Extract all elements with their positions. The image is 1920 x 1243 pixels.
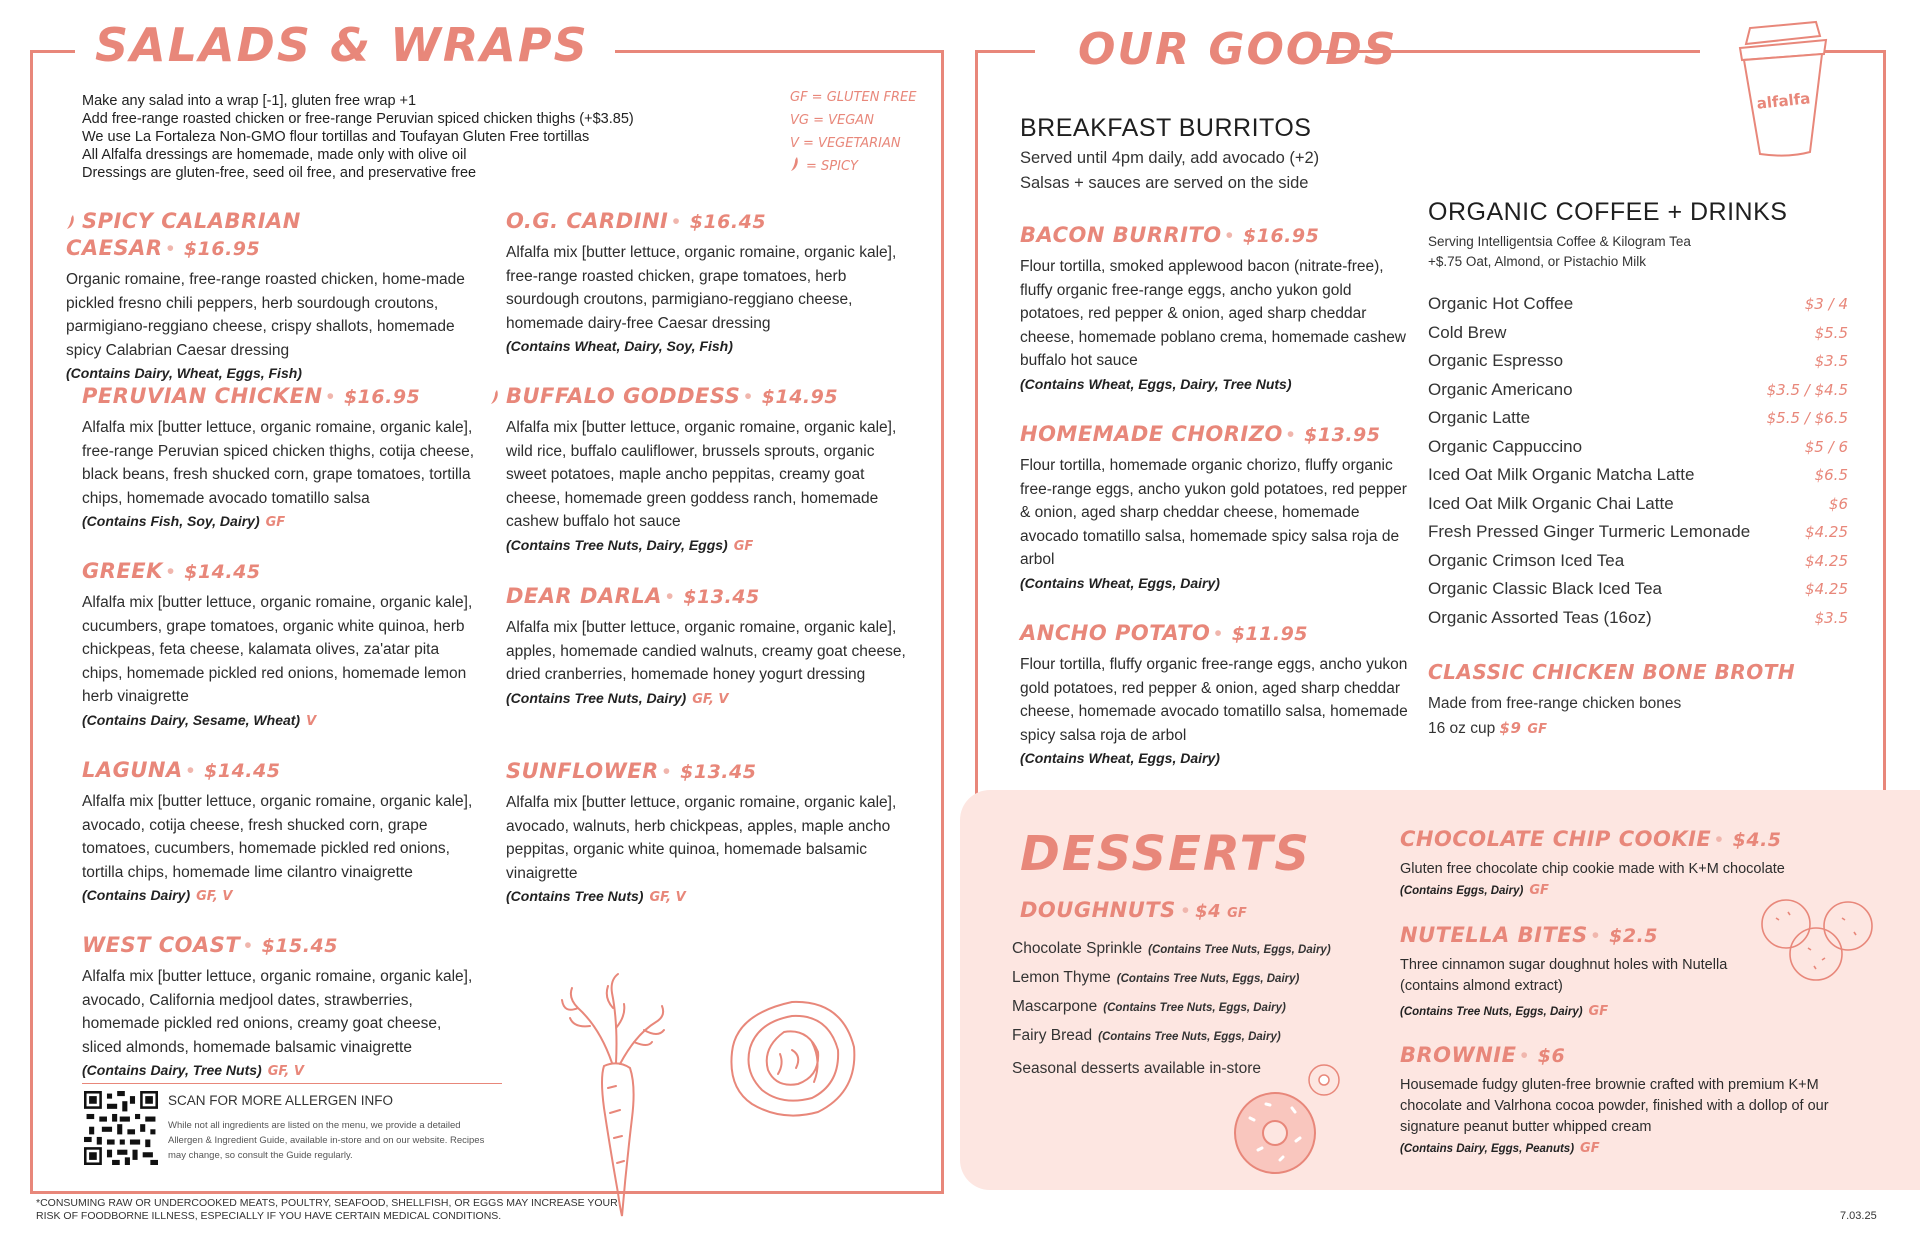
salads-intro — [82, 92, 782, 182]
scan-text: While not all ingredients are listed on the menu, we provide a detailed Allergen & Ingredient Guide, available in-store and on our website. Recipes may change, so consult the Guide regularly. — [168, 1120, 485, 1161]
item-tags: GF — [265, 515, 286, 530]
donut-icon — [1230, 1088, 1320, 1178]
dessert-item: BROWNIE • $6 Housemade fudgy gluten-free brownie crafted with premium K+M chocolate and Valrhona cocoa powder, finished with a dollop of our signature peanut butter whipped cream (Contains Dairy, Eggs, Peanuts) GF — [1400, 1042, 1860, 1160]
item-name: SPICY CALABRIAN CAESAR — [66, 209, 301, 260]
divider — [82, 1083, 502, 1084]
drink-item — [1428, 404, 1848, 433]
item-desc: Alfalfa mix [butter lettuce, organic romaine, organic kale], avocado, walnuts, herb chickpeas, apples, maple ancho peppitas, organic white quinoa, homemade balsamic vinaigrette — [506, 794, 897, 882]
drink-name: Organic Crimson Iced Tea — [1428, 550, 1625, 570]
item-name: NUTELLA BITES — [1400, 923, 1588, 947]
item-price: $16.95 — [1243, 225, 1320, 247]
item-desc: Alfalfa mix [butter lettuce, organic romaine, organic kale], wild rice, buffalo cauliflower, brussels sprouts, organic sweet potatoes, maple ancho peppitas, creamy goat cheese, homemade green goddess ranch, homemade cashew buffalo hot sauce — [506, 419, 897, 530]
broth-tag: GF — [1527, 722, 1547, 737]
item-name: BUFFALO GODDESS — [506, 384, 741, 408]
diet-legend — [790, 86, 917, 178]
item-desc: Flour tortilla, smoked applewood bacon (nitrate-free), fluffy organic free-range eggs, ancho yukon gold potatoes, red pepper & onion, aged sharp cheddar cheese, homemade poblano crema, homemade cashew buffalo hot sauce — [1020, 258, 1407, 369]
item-price: $13.95 — [1304, 424, 1381, 446]
broth-desc: Made from free-range chicken bones 16 oz cup $9 GF — [1428, 695, 1682, 737]
drink-item — [1428, 376, 1848, 405]
drink-name: Organic Espresso — [1428, 351, 1564, 370]
item-name: DEAR DARLA — [506, 584, 662, 608]
doughnut-item: Chocolate Sprinkle (Contains Tree Nuts, Eggs, Dairy) — [1012, 940, 1331, 957]
qr-code[interactable] — [84, 1091, 158, 1165]
drink-price: $4.25 — [1805, 551, 1848, 570]
item-name: HOMEMADE CHORIZO — [1020, 422, 1283, 446]
item-name: ANCHO POTATO — [1020, 621, 1211, 645]
burrito-item: ANCHO POTATO • $11.95 Flour tortilla, fluffy organic free-range eggs, ancho yukon gold potatoes, red pepper & onion, aged sharp cheddar cheese, homemade avocado tomatillo salsa, homemade spicy salsa roja de arbol (Contains Wheat, Eggs, Dairy) — [1020, 620, 1410, 769]
intro-line: Add free-range roasted chicken or free-range Peruvian spiced chicken thighs (+$3.85) — [82, 111, 634, 127]
drink-name: Fresh Pressed Ginger Turmeric Lemonade — [1428, 522, 1751, 541]
drink-name: Iced Oat Milk Organic Chai Latte — [1428, 493, 1674, 513]
item-allergens: (Contains Fish, Soy, Dairy) — [82, 513, 260, 529]
item-name: BROWNIE — [1400, 1043, 1517, 1067]
desserts-title: DESSERTS — [1020, 826, 1311, 882]
cabbage-illustration — [722, 992, 862, 1122]
item-allergens: (Contains Eggs, Dairy) — [1400, 885, 1524, 897]
item-name: O.G. CARDINI — [506, 209, 669, 233]
doughnut-item: Fairy Bread (Contains Tree Nuts, Eggs, Dairy) — [1012, 1027, 1281, 1044]
salad-item: BUFFALO GODDESS • $14.95 Alfalfa mix [butter lettuce, organic romaine, organic kale], wild rice, buffalo cauliflower, brussels sprouts, organic sweet potatoes, maple ancho peppitas, creamy goat cheese, homemade green goddess ranch, homemade cashew buffalo hot sauce (Contains Tree Nuts, Dairy, Eggs) GF — [490, 383, 916, 556]
doughnut-list — [1012, 935, 1392, 1051]
burrito-item: HOMEMADE CHORIZO • $13.95 Flour tortilla, homemade organic chorizo, fluffy organic free-range eggs, ancho yukon gold potatoes, red pepper & onion, aged sharp cheddar cheese, homemade avocado tomatillo salsa, homemade spicy salsa roja de arbol (Contains Wheat, Eggs, Dairy) — [1020, 421, 1410, 594]
salads-title: SALADS & WRAPS — [95, 18, 589, 72]
drink-item — [1428, 461, 1848, 490]
item-price: $16.45 — [689, 211, 767, 233]
item-name: SUNFLOWER — [506, 759, 659, 783]
item-allergens: (Contains Dairy, Sesame, Wheat) — [82, 711, 301, 728]
legend-gf: GF = GLUTEN FREE — [790, 90, 917, 105]
item-tags: V — [306, 713, 317, 729]
broth-price: $9 — [1499, 719, 1522, 737]
item-allergens: (Contains Wheat, Eggs, Dairy) — [1020, 574, 1220, 591]
item-tags: GF, V — [692, 691, 729, 707]
item-name: GREEK — [82, 559, 163, 583]
item-price: $16.95 — [183, 238, 261, 260]
item-name: PERUVIAN CHICKEN — [82, 384, 323, 408]
item-tags: GF, V — [267, 1064, 304, 1079]
salad-item: LAGUNA • $14.45 Alfalfa mix [butter lettuce, organic romaine, organic kale], avocado, cotija cheese, fresh shucked corn, grape tomatoes, cucumbers, homemade pickled red onions, tortilla chips, homemade lime cilantro vinaigrette (Contains Dairy) GF, V — [82, 757, 482, 906]
item-desc: Alfalfa mix [butter lettuce, organic romaine, organic kale], cucumbers, grape tomatoes, organic white quinoa, herb chickpeas, feta cheese, kalamata olives, za'atar pita chips, homemade pickled red onions, homemade lemon herb vinaigrette — [82, 594, 473, 705]
item-price: $2.5 — [1609, 925, 1658, 947]
legend-v: V = VEGETARIAN — [790, 136, 901, 151]
coffee-title: ORGANIC COFFEE + DRINKS — [1428, 198, 1788, 226]
drink-name: Organic Cappuccino — [1428, 436, 1583, 456]
drink-name: Iced Oat Milk Organic Matcha Latte — [1428, 465, 1695, 484]
item-price: $14.45 — [184, 561, 261, 583]
drink-item — [1428, 347, 1848, 376]
salad-item: PERUVIAN CHICKEN • $16.95 Alfalfa mix [butter lettuce, organic romaine, organic kale], free-range Peruvian spiced chicken thighs, cotija cheese, black beans, fresh shucked corn, grape tomatoes, tortilla chips, homemade avocado tomatillo salsa (Contains Fish, Soy, Dairy) GF — [82, 383, 482, 532]
coffee-cup-icon — [1728, 14, 1838, 164]
item-price: $4.5 — [1732, 829, 1782, 851]
doughnut-item: Lemon Thyme (Contains Tree Nuts, Eggs, Dairy) — [1012, 969, 1300, 986]
drink-price: $5.5 — [1814, 323, 1848, 342]
salad-item: SUNFLOWER • $13.45 Alfalfa mix [butter lettuce, organic romaine, organic kale], avocado, walnuts, herb chickpeas, apples, maple ancho peppitas, organic white quinoa, homemade balsamic vinaigrette (Contains Tree Nuts) GF, V — [506, 758, 916, 907]
intro-line: We use La Fortaleza Non-GMO flour tortillas and Toufayan Gluten Free tortillas — [82, 129, 590, 145]
drink-price: $3 / 4 — [1804, 295, 1848, 313]
drink-name: Organic Assorted Teas (16oz) — [1428, 607, 1652, 627]
salad-item: O.G. CARDINI • $16.45 Alfalfa mix [butter lettuce, organic romaine, organic kale], free-range roasted chicken, grape tomatoes, herb sourdough croutons, parmigiano-reggiano cheese, homemade dairy-free Caesar dressing (Contains Wheat, Dairy, Soy, Fish) — [506, 208, 916, 357]
legend-spicy: = SPICY — [790, 155, 917, 178]
item-name: WEST COAST — [82, 933, 241, 957]
item-price: $14.45 — [204, 760, 281, 782]
drink-price: $6 — [1828, 494, 1848, 513]
salad-item: DEAR DARLA • $13.45 Alfalfa mix [butter lettuce, organic romaine, organic kale], apples, homemade candied walnuts, creamy goat cheese, dried cranberries, homemade honey yogurt dressing (Contains Tree Nuts, Dairy) GF, V — [506, 583, 916, 709]
item-allergens: (Contains Wheat, Eggs, Dairy) — [1020, 750, 1220, 766]
item-allergens: (Contains Tree Nuts, Dairy) — [506, 689, 687, 706]
item-tags: GF, V — [649, 890, 686, 905]
item-price: $6 — [1537, 1045, 1566, 1067]
drink-price: $3.5 / $4.5 — [1766, 380, 1848, 399]
item-desc: Three cinnamon sugar doughnut holes with Nutella (contains almond extract) — [1400, 957, 1728, 994]
drink-item — [1428, 290, 1848, 319]
item-allergens: (Contains Dairy) — [82, 887, 191, 903]
salad-item: WEST COAST • $15.45 Alfalfa mix [butter lettuce, organic romaine, organic kale], avocado, California medjool dates, strawberries, homemade pickled red onions, creamy goat cheese, sliced almonds, homemade balsamic vinaigrette (Contains Dairy, Tree Nuts) GF, V — [82, 932, 482, 1081]
item-desc: Alfalfa mix [butter lettuce, organic romaine, organic kale], apples, homemade candied walnuts, creamy goat cheese, dried cranberries, homemade honey yogurt dressing — [506, 619, 906, 683]
doughnut-item: Mascarpone (Contains Tree Nuts, Eggs, Dairy) — [1012, 998, 1286, 1015]
drink-item — [1428, 604, 1848, 633]
item-name: BACON BURRITO — [1020, 223, 1222, 247]
item-price: $15.45 — [261, 935, 338, 957]
drink-name: Organic Classic Black Iced Tea — [1428, 579, 1663, 598]
item-allergens: (Contains Dairy, Eggs, Peanuts) — [1400, 1143, 1575, 1155]
burritos-title: BREAKFAST BURRITOS — [1020, 114, 1312, 142]
drink-name: Cold Brew — [1428, 322, 1507, 342]
doughnut-holes-illustration — [1758, 888, 1878, 988]
drink-price: $5.5 / $6.5 — [1766, 409, 1848, 427]
goods-title: OUR GOODS — [1078, 24, 1398, 75]
item-allergens: (Contains Wheat, Dairy, Soy, Fish) — [506, 338, 733, 354]
item-allergens: (Contains Dairy, Tree Nuts) — [82, 1062, 262, 1078]
item-desc: Housemade fudgy gluten-free brownie crafted with premium K+M chocolate and Valrhona cocoa powder, finished with a dollop of our signature peanut butter whipped cream — [1400, 1077, 1829, 1135]
item-allergens: (Contains Tree Nuts) — [506, 888, 644, 904]
drink-name: Organic Latte — [1428, 408, 1531, 427]
drink-item — [1428, 518, 1848, 547]
item-tags: GF, V — [196, 889, 233, 904]
item-allergens: (Contains Wheat, Eggs, Dairy, Tree Nuts) — [1020, 375, 1292, 392]
item-desc: Alfalfa mix [butter lettuce, organic romaine, organic kale], free-range Peruvian spiced chicken thighs, cotija cheese, black beans, fresh shucked corn, grape tomatoes, tortilla chips, homemade avocado tomatillo salsa — [82, 419, 475, 507]
intro-line: All Alfalfa dressings are homemade, made only with olive oil — [82, 147, 467, 163]
drink-price: $5 / 6 — [1804, 437, 1848, 456]
doughnuts-heading: DOUGHNUTS • $4 GF — [1020, 898, 1247, 922]
drink-item — [1428, 547, 1848, 576]
item-price: $14.95 — [761, 386, 839, 408]
chili-icon — [66, 214, 76, 230]
drink-price: $4.25 — [1805, 580, 1848, 598]
salad-item: GREEK • $14.45 Alfalfa mix [butter lettuce, organic romaine, organic kale], cucumbers, grape tomatoes, organic white quinoa, herb chickpeas, feta cheese, kalamata olives, za'atar pita chips, homemade pickled red onions, homemade lemon herb vinaigrette (Contains Dairy, Sesame, Wheat) V — [82, 558, 482, 731]
drink-price: $3.5 — [1814, 608, 1848, 627]
item-allergens: (Contains Tree Nuts, Eggs, Dairy) — [1400, 1006, 1583, 1018]
donut-small-icon — [1306, 1062, 1342, 1098]
svg-text:alfalfa: alfalfa — [1755, 89, 1812, 113]
item-price: $13.45 — [683, 586, 760, 608]
item-price: $13.45 — [680, 761, 757, 783]
item-name: LAGUNA — [82, 758, 183, 782]
carrot-illustration — [560, 968, 670, 1218]
drinks-list — [1428, 290, 1848, 632]
chili-icon — [790, 156, 800, 172]
item-price: $11.95 — [1231, 623, 1309, 645]
drink-item — [1428, 319, 1848, 348]
item-desc: Alfalfa mix [butter lettuce, organic romaine, organic kale], avocado, cotija cheese, fresh shucked corn, grape tomatoes, cucumbers, homemade pickled red onions, tortilla chips, homemade lime cilantro vinaigrette — [82, 793, 473, 881]
item-price: $16.95 — [343, 386, 421, 408]
chili-icon — [490, 389, 500, 405]
food-safety-note: *CONSUMING RAW OR UNDERCOOKED MEATS, POULTRY, SEAFOOD, SHELLFISH, OR EGGS MAY INCREASE YOUR RISK OF FOODBORNE ILLNESS, ESPECIALLY IF YOU HAVE CERTAIN MEDICAL CONDITIONS. — [36, 1197, 618, 1222]
drink-name: Organic Americano — [1428, 379, 1573, 399]
intro-line: Dressings are gluten-free, seed oil free, and preservative free — [82, 165, 477, 181]
item-desc: Flour tortilla, fluffy organic free-range eggs, ancho yukon gold potatoes, red pepper & onion, aged sharp cheddar cheese, homemade avocado tomatillo salsa, homemade spicy salsa roja de arbol — [1020, 656, 1408, 744]
drink-item — [1428, 433, 1848, 462]
drink-item — [1428, 490, 1848, 519]
drink-price: $3.5 — [1814, 352, 1848, 370]
menu-date: 7.03.25 — [1840, 1210, 1877, 1222]
burrito-item: BACON BURRITO • $16.95 Flour tortilla, smoked applewood bacon (nitrate-free), fluffy organic free-range eggs, ancho yukon gold potatoes, red pepper & onion, aged sharp cheddar cheese, homemade poblano crema, homemade cashew buffalo hot sauce (Contains Wheat, Eggs, Dairy, Tree Nuts) — [1020, 222, 1410, 395]
drink-price: $4.25 — [1805, 523, 1848, 541]
item-desc: Flour tortilla, homemade organic chorizo, fluffy organic free-range eggs, ancho yukon gold potatoes, red pepper & onion, aged sharp cheddar cheese, homemade avocado tomatillo salsa, homemade spicy salsa roja de arbol — [1020, 457, 1407, 568]
salad-item: SPICY CALABRIAN CAESAR • $16.95 Organic romaine, free-range roasted chicken, home-made pickled fresno chili peppers, herb sourdough croutons, parmigiano-reggiano cheese, crispy shallots, homemade spicy Calabrian Caesar dressing (Contains Dairy, Wheat, Eggs, Fish) — [66, 208, 476, 384]
coffee-sub: Serving Intelligentsia Coffee & Kilogram Tea +$.75 Oat, Almond, or Pistachio Milk — [1428, 234, 1691, 269]
item-desc: Organic romaine, free-range roasted chicken, home-made pickled fresno chili peppers, herb sourdough croutons, parmigiano-reggiano cheese, crispy shallots, homemade spicy Calabrian Caesar dressing — [66, 271, 465, 359]
legend-vg: VG = VEGAN — [790, 113, 874, 128]
intro-line: Make any salad into a wrap [-1], gluten free wrap +1 — [82, 93, 417, 109]
item-name: CHOCOLATE CHIP COOKIE — [1400, 827, 1712, 851]
dessert-item: NUTELLA BITES • $2.5 Three cinnamon sugar doughnut holes with Nutella (contains almond extract) (Contains Tree Nuts, Eggs, Dairy) GF — [1400, 922, 1740, 1023]
item-allergens: (Contains Dairy, Wheat, Eggs, Fish) — [66, 365, 302, 381]
item-tags: GF — [733, 538, 754, 554]
burritos-sub: Served until 4pm daily, add avocado (+2) Salsas + sauces are served on the side — [1020, 149, 1320, 192]
drink-name: Organic Hot Coffee — [1428, 294, 1574, 313]
seasonal-note: Seasonal desserts available in-store — [1012, 1060, 1261, 1077]
dessert-item: CHOCOLATE CHIP COOKIE • $4.5 Gluten free chocolate chip cookie made with K+M chocolate (Contains Eggs, Dairy) GF — [1400, 826, 1860, 902]
drink-price: $6.5 — [1814, 466, 1848, 484]
broth-title: CLASSIC CHICKEN BONE BROTH — [1428, 660, 1796, 684]
item-desc: Alfalfa mix [butter lettuce, organic romaine, organic kale], avocado, California medjool dates, strawberries, homemade pickled red onions, creamy goat cheese, sliced almonds, homemade balsamic vinaigrette — [82, 968, 473, 1056]
drink-item — [1428, 575, 1848, 604]
scan-title: SCAN FOR MORE ALLERGEN INFO — [168, 1093, 394, 1108]
item-allergens: (Contains Tree Nuts, Dairy, Eggs) — [506, 536, 728, 553]
item-desc: Gluten free chocolate chip cookie made with K+M chocolate — [1400, 861, 1785, 877]
item-desc: Alfalfa mix [butter lettuce, organic romaine, organic kale], free-range roasted chicken, grape tomatoes, herb sourdough croutons, parmigiano-reggiano cheese, homemade dairy-free Caesar dressing — [506, 244, 897, 332]
